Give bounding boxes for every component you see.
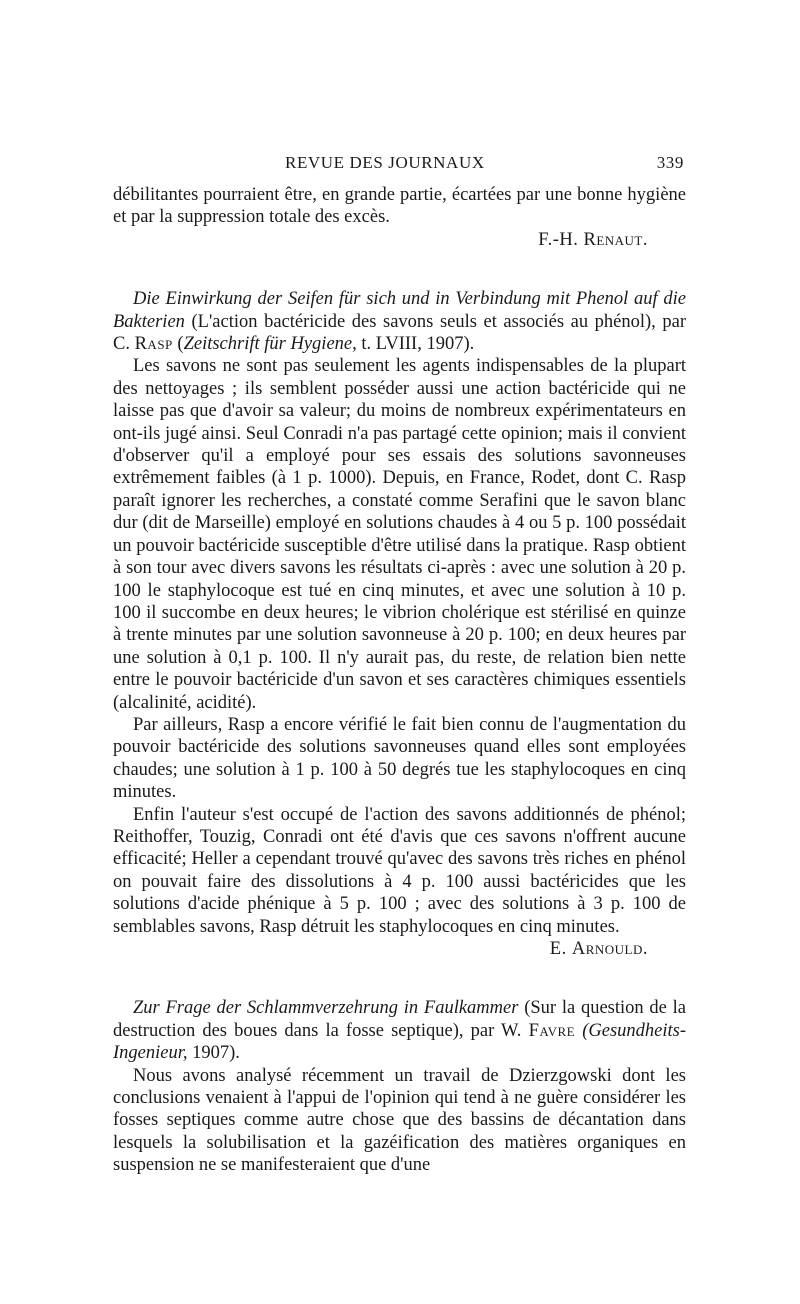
- section-gap: [113, 251, 686, 288]
- continued-paragraph: débilitantes pourraient être, en grande partie, écartées par une bonne hygiène et par la suppression totale des excès.: [113, 185, 686, 228]
- paragraph: Par ailleurs, Rasp a encore vérifié le fait bien connu de l'augmentation du pouvoir bactéricide des solutions savonneuses quand elles sont employées chaudes; une solution à 1 p. 100 à 50 degrés tue les staphylocoques en cinq minutes.: [113, 714, 686, 803]
- article-heading-rasp: Die Einwirkung der Seifen für sich und in Verbindung mit Phenol auf die Bakterien (L'action bactéricide des savons seuls et associés au phénol), par C. Rasp (Zeitschrift für Hygiene, t. LVIII, 1907).: [113, 289, 686, 355]
- article-title-german: Zur Frage der Schlammverzehrung in Faulkammer: [133, 998, 519, 1019]
- article-title-french: (L'action bactéricide des savons seuls et associés au phénol), par C.: [113, 311, 686, 355]
- journal-reference: 1907).: [192, 1043, 240, 1064]
- article-author: Rasp: [134, 334, 173, 355]
- paragraph: Enfin l'auteur s'est occupé de l'action des savons additionnés de phénol; Reithoffer, Touzig, Conradi ont été d'avis que ces savons n'offrent aucune efficacité; Heller a cependant trouvé qu'avec des savons très riches en phénol on pouvait faire des dissolutions à 4 p. 100 aussi bactéricides que les solutions d'acide phénique à 5 p. 100 ; avec des solutions à 3 p. 100 de semblables savons, Rasp détruit les staphylocoques en cinq minutes.: [113, 804, 686, 937]
- article-author: Favre: [528, 1020, 576, 1041]
- running-header: [113, 153, 686, 179]
- page-number: 339: [656, 153, 684, 172]
- signature-initials: F.-H.: [538, 229, 579, 250]
- journal-reference: t. LVIII, 1907).: [361, 334, 475, 355]
- page-body: [113, 184, 686, 1177]
- paragraph: Nous avons analysé récemment un travail de Dzierzgowski dont les conclusions venaient à l'appui de l'opinion qui tend à ne guère considérer les fosses septiques comme autre chose que des bassins de décantation dans lesquels la solubilisation et la gazéification des matières organiques en suspension ne se manifesteraient que d'une: [113, 1065, 686, 1176]
- journal-name: (Gesundheits-Ingenieur,: [113, 1020, 687, 1064]
- journal-name: Zeitschrift für Hygiene,: [183, 334, 357, 355]
- signature-name: Arnould.: [571, 939, 648, 959]
- article-title-german: Die Einwirkung der Seifen für sich und in Verbindung mit Phenol auf die Bakterien: [113, 289, 686, 332]
- signature-arnould: [113, 938, 686, 960]
- running-title: REVUE DES JOURNAUX: [285, 153, 485, 172]
- signature-name: Renaut.: [583, 229, 648, 250]
- paragraph: Les savons ne sont pas seulement les agents indispensables de la plupart des nettoyages ; ils semblent posséder aussi une action bactéricide qui ne laisse pas que d'avoir sa valeur; du moins de nombreux expérimentateurs en ont-ils jugé ainsi. Seul Conradi n'a pas partagé cette opinion; mais il convient d'observer qu'il a employé pour ses essais des solutions savonneuses extrêmement faibles (à 1 p. 1000). Depuis, en France, Rodet, dont C. Rasp paraît ignorer les recherches, a constaté comme Serafini que le savon blanc dur (dit de Marseille) employé en solutions chaudes à 4 ou 5 p. 100 possédait un pouvoir bactéricide susceptible d'être utilisé dans la pratique. Rasp obtient à son tour avec divers savons les résultats ci-après : avec une solution à 20 p. 100 le staphylocoque est tué en cinq minutes, et avec une solution à 10 p. 100 il succombe en deux heures; le vibrion cholérique est stérilisé en quinze à trente minutes par une solution savonneuse à 20 p. 100; en deux heures par une solution à 0,1 p. 100. Il n'y aurait pas, du reste, de relation bien nette entre le pouvoir bactéricide d'un savon et ses caractères chimiques essentiels (alcalinité, acidité).: [113, 356, 686, 713]
- article-title-french: (Sur la question de la destruction des boues dans la fosse septique), par W.: [113, 998, 687, 1041]
- signature-initials: E.: [549, 939, 567, 959]
- section-gap: [113, 960, 686, 997]
- signature-renaut: [113, 229, 686, 251]
- article-heading-favre: [113, 997, 686, 1064]
